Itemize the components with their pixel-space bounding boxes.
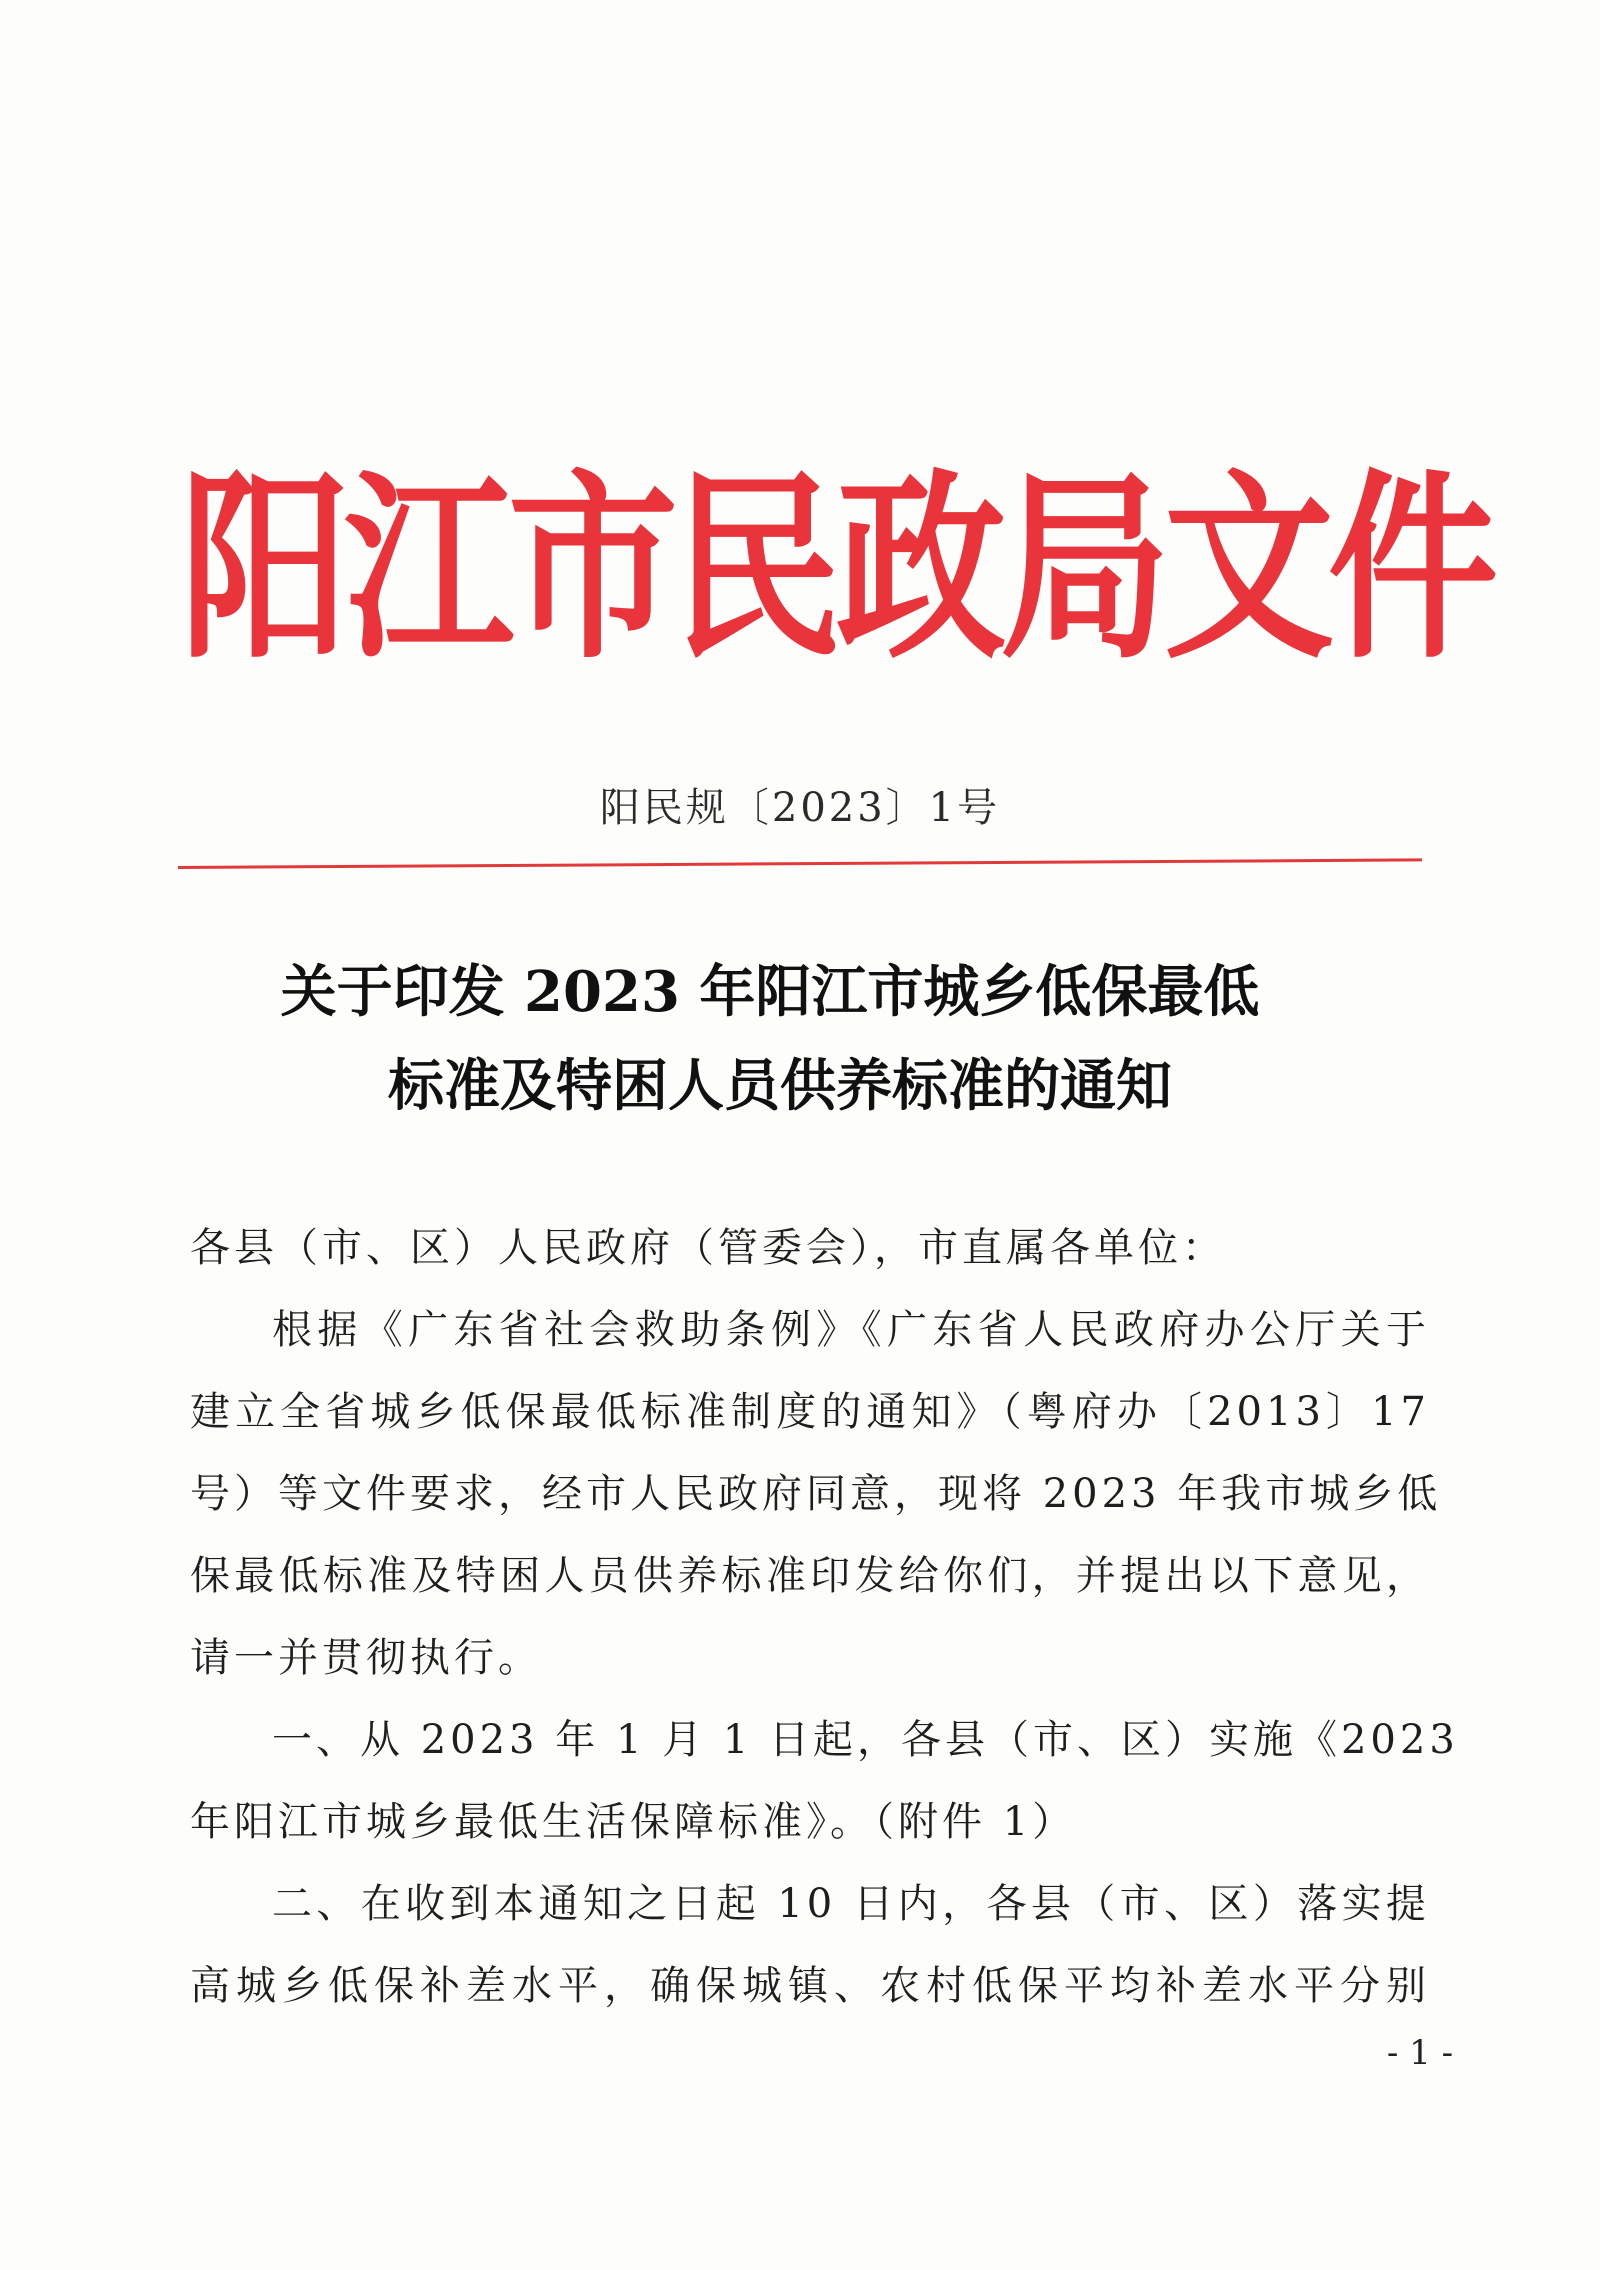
masthead-title: 阳江市民政局文件: [180, 452, 1493, 687]
notice-title-line-2: 标准及特困人员供养标准的通知: [388, 1053, 1172, 1119]
page-number: - 1 -: [1386, 2033, 1454, 2073]
paragraph-3-line-2: 高城乡低保补差水平，确保城镇、农村低保平均补差水平分别: [190, 1963, 1430, 2009]
red-divider-line: [178, 858, 1422, 869]
paragraph-2-line-2: 年阳江市城乡最低生活保障标准》。（附件 1）: [190, 1799, 1077, 1845]
paragraph-1-line-1: 根据《广东省社会救助条例》《广东省人民政府办公厅关于: [272, 1307, 1430, 1353]
paragraph-3-line-1: 二、在收到本通知之日起 10 日内，各县（市、区）落实提: [272, 1881, 1430, 1927]
paragraph-1-line-4: 保最低标准及特困人员供养标准印发给你们，并提出以下意见，: [190, 1553, 1430, 1599]
notice-title-line-1: 关于印发 2023 年阳江市城乡低保最低: [280, 959, 1260, 1025]
paragraph-1-line-2: 建立全省城乡低保最低标准制度的通知》（粤府办〔2013〕17: [190, 1389, 1430, 1435]
document-number: 阳民规〔2023〕1号: [599, 785, 1001, 831]
paragraph-2-line-1: 一、从 2023 年 1 月 1 日起，各县（市、区）实施《2023: [272, 1717, 1459, 1763]
paragraph-1-line-3: 号）等文件要求，经市人民政府同意，现将 2023 年我市城乡低: [190, 1471, 1442, 1517]
addressee-line: 各县（市、区）人民政府（管委会），市直属各单位：: [190, 1225, 1226, 1271]
paragraph-1-line-5: 请一并贯彻执行。: [190, 1635, 542, 1681]
